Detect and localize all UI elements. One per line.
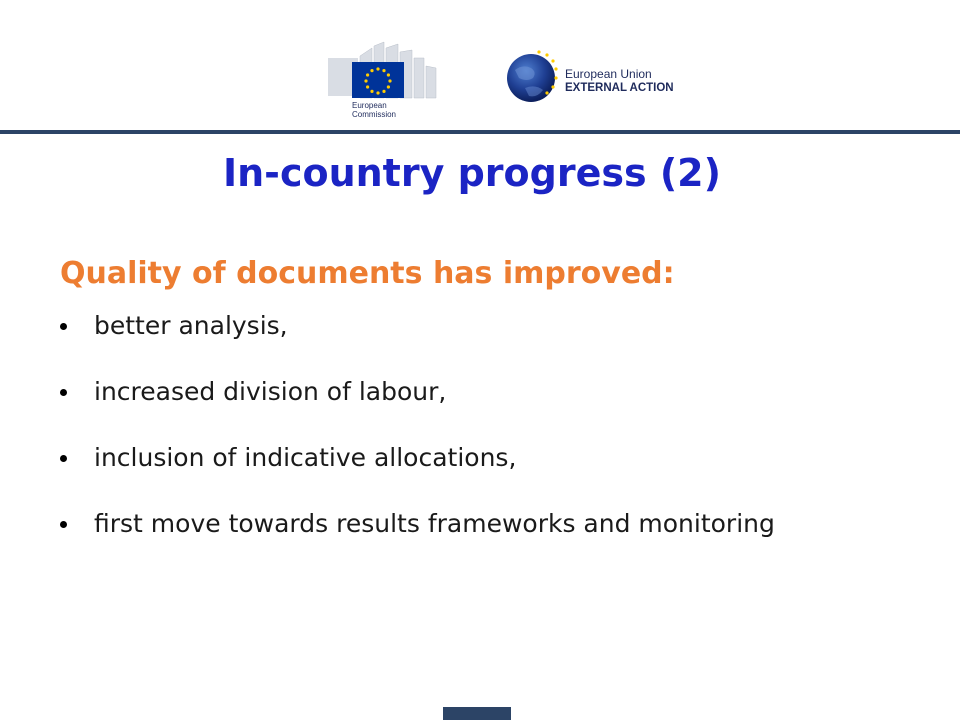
bullet-dot-icon — [60, 389, 67, 396]
bullet-text: increased division of labour, — [94, 377, 447, 406]
bullet-dot-icon — [60, 455, 67, 462]
bullet-dot-icon — [60, 521, 67, 528]
bullet-item — [58, 376, 918, 408]
bullet-text: better analysis, — [94, 311, 288, 340]
bullet-dot-icon — [60, 323, 67, 330]
eeas-logo-text-line2: EXTERNAL ACTION — [565, 82, 674, 94]
bullet-item — [58, 310, 918, 342]
ec-logo-text-line1: European — [352, 101, 387, 110]
slide-subtitle: Quality of documents has improved: — [60, 256, 675, 291]
footer-tab — [443, 707, 511, 720]
bullet-item — [58, 508, 918, 540]
bullet-text: inclusion of indicative allocations, — [94, 443, 517, 472]
slide-title: In-country progress (2) — [222, 151, 721, 195]
bullet-text: first move towards results frameworks and monitoring — [94, 509, 775, 538]
bullet-item — [58, 442, 918, 474]
european-commission-logo — [328, 40, 440, 120]
bullet-list — [58, 306, 918, 540]
eu-external-action-logo — [505, 48, 705, 108]
header-divider — [0, 130, 960, 134]
eeas-logo-text-line1: European Union — [565, 67, 652, 81]
ec-logo-text-line2: Commission — [352, 110, 397, 119]
